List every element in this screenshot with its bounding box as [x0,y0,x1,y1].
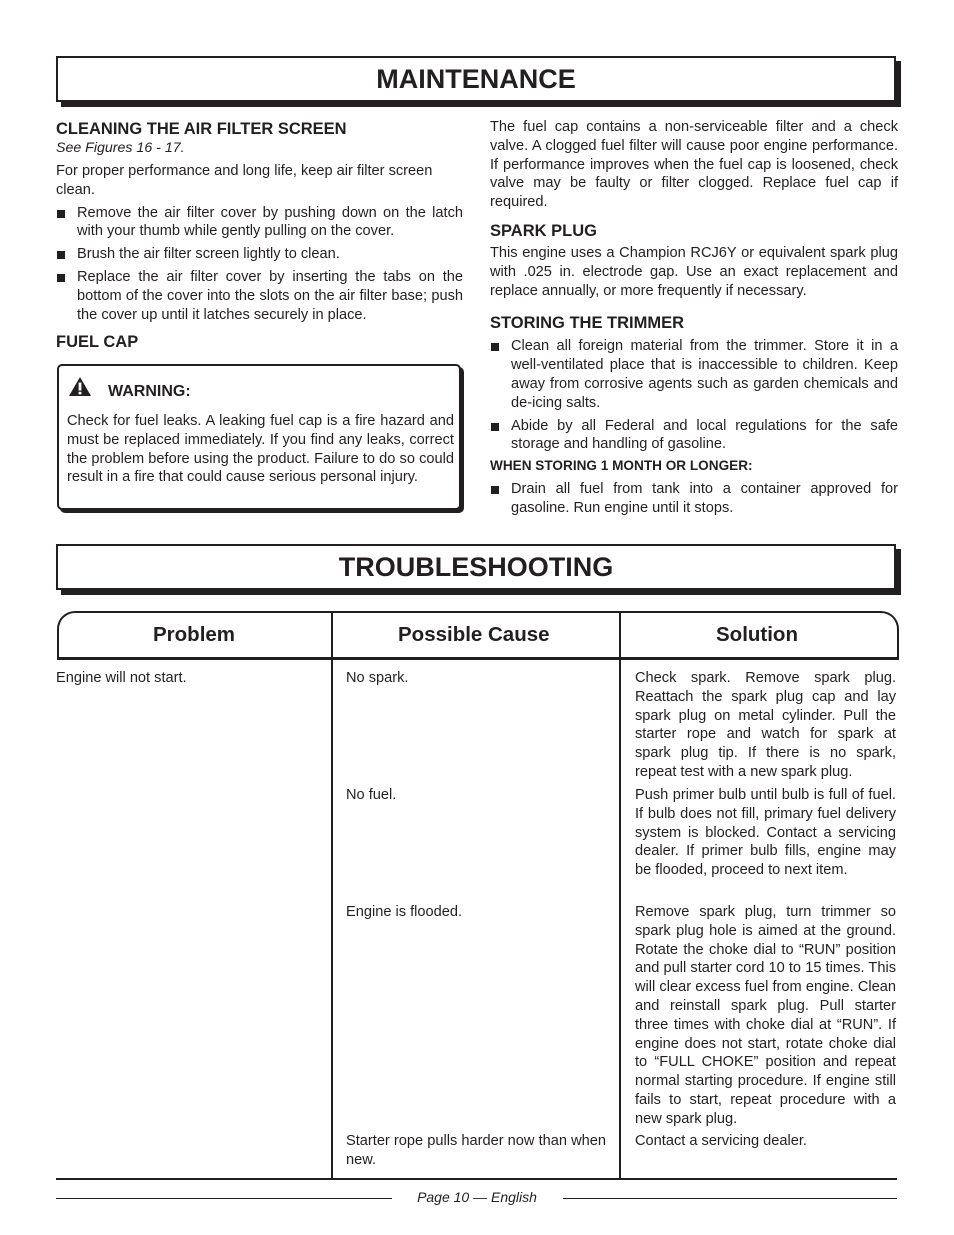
table-bottom-rule [56,1178,897,1180]
air-filter-steps [56,204,463,325]
storing-steps [490,337,898,454]
troubleshooting-banner [56,544,896,590]
solution-cell: Check spark. Remove spark plug. Reattach the spark plug cap and lay spark plug on metal cylinder. Pull the starter rope and watch for spark at spark plug tip. If there is no spark, repeat test with a new spark plug. [635,670,896,780]
column-header-solution: Solution [716,623,798,646]
warning-label: WARNING: [108,383,191,400]
cause-cell: No fuel. [346,787,397,803]
column-header-problem: Problem [153,623,236,646]
solution-cell: Remove spark plug, turn trimmer so spark plug hole is aimed at the ground. Rotate the choke dial to “RUN” position and pull starter cord 10 to 15 times. This will clear excess fuel from engine. Clean and reinstall spark plug. Pull starter three times with choke dial at “RUN”. If engine does not start, rotate choke dial to “FULL CHOKE” position and repeat normal starting procedure. If engine still fails to start, repeat procedure with a new spark plug. [635,904,896,1127]
left-column [56,119,463,352]
footer-language: — English [473,1189,537,1205]
problem-cell: Engine will not start. [56,670,187,686]
cause-cell: Starter rope pulls harder now than when new. [346,1133,606,1168]
spark-plug-heading: SPARK PLUG [490,221,597,240]
maintenance-title: MAINTENANCE [376,64,576,94]
maintenance-banner [56,56,896,102]
column-divider [331,611,333,1179]
storing-heading: STORING THE TRIMMER [490,314,685,333]
air-filter-step: Remove the air filter cover by pushing down on the latch with your thumb while gently pulling on the cover. [56,204,463,242]
storing-step: Abide by all Federal and local regulations for the safe storage and handling of gasoline. [490,417,898,455]
footer-page-number: Page 10 [417,1189,470,1205]
footer [392,1189,562,1205]
solution-cell: Push primer bulb until bulb is full of fuel. If bulb does not fill, primary fuel delivery system is blocked. Contact a servicing dealer. If primer bulb fills, engine may be flooded, proceed to next item. [635,787,896,879]
troubleshooting-title: TROUBLESHOOTING [338,552,614,582]
column-divider [619,611,621,1179]
air-filter-see-figures: See Figures 16 - 17. [56,140,185,156]
column-header-possible-cause: Possible Cause [398,623,550,646]
storing-subheading: WHEN STORING 1 MONTH OR LONGER: [490,458,753,474]
spark-plug-body: This engine uses a Champion RCJ6Y or equivalent spark plug with .025 in. electrode gap. Use an exact replacement and replace annually, or more frequently if necessary. [490,244,898,299]
air-filter-step: Brush the air filter screen lightly to clean. [56,245,463,264]
air-filter-intro: For proper performance and long life, keep air filter screen clean. [56,163,433,198]
table-header [57,611,899,660]
cause-cell: No spark. [346,670,409,686]
cause-cell: Engine is flooded. [346,904,463,920]
air-filter-step: Replace the air filter cover by inserting the tabs on the bottom of the cover into the slots on the air filter base; push the cover up until it latches securely in place. [56,268,463,324]
warning-box [57,364,461,510]
fuel-cap-body: The fuel cap contains a non-serviceable filter and a check valve. A clogged fuel filter will cause poor engine performance. If performance improves when the fuel cap is loosened, check valve may be faulty or filter clogged. Replace fuel cap if required. [490,119,898,211]
air-filter-heading: CLEANING THE AIR FILTER SCREEN [56,120,347,138]
footer-rule-left [56,1198,392,1199]
solution-cell: Contact a servicing dealer. [635,1133,807,1149]
storing-long-term-steps [490,480,898,518]
warning-icon [68,376,92,397]
warning-text: Check for fuel leaks. A leaking fuel cap is a fire hazard and must be replaced immediately. If you find any leaks, correct the problem before using the product. Failure to do so could result in a fire that could cause serious personal injury. [67,413,454,486]
storing-step: Drain all fuel from tank into a container approved for gasoline. Run engine until it stops. [490,480,898,518]
storing-step: Clean all foreign material from the trimmer. Store it in a well-ventilated place that is inaccessible to children. Keep away from corrosive agents such as garden chemicals and de-icing salts. [490,337,898,412]
footer-rule-right [563,1198,897,1199]
fuel-cap-heading: FUEL CAP [56,333,139,352]
right-column [490,118,898,518]
